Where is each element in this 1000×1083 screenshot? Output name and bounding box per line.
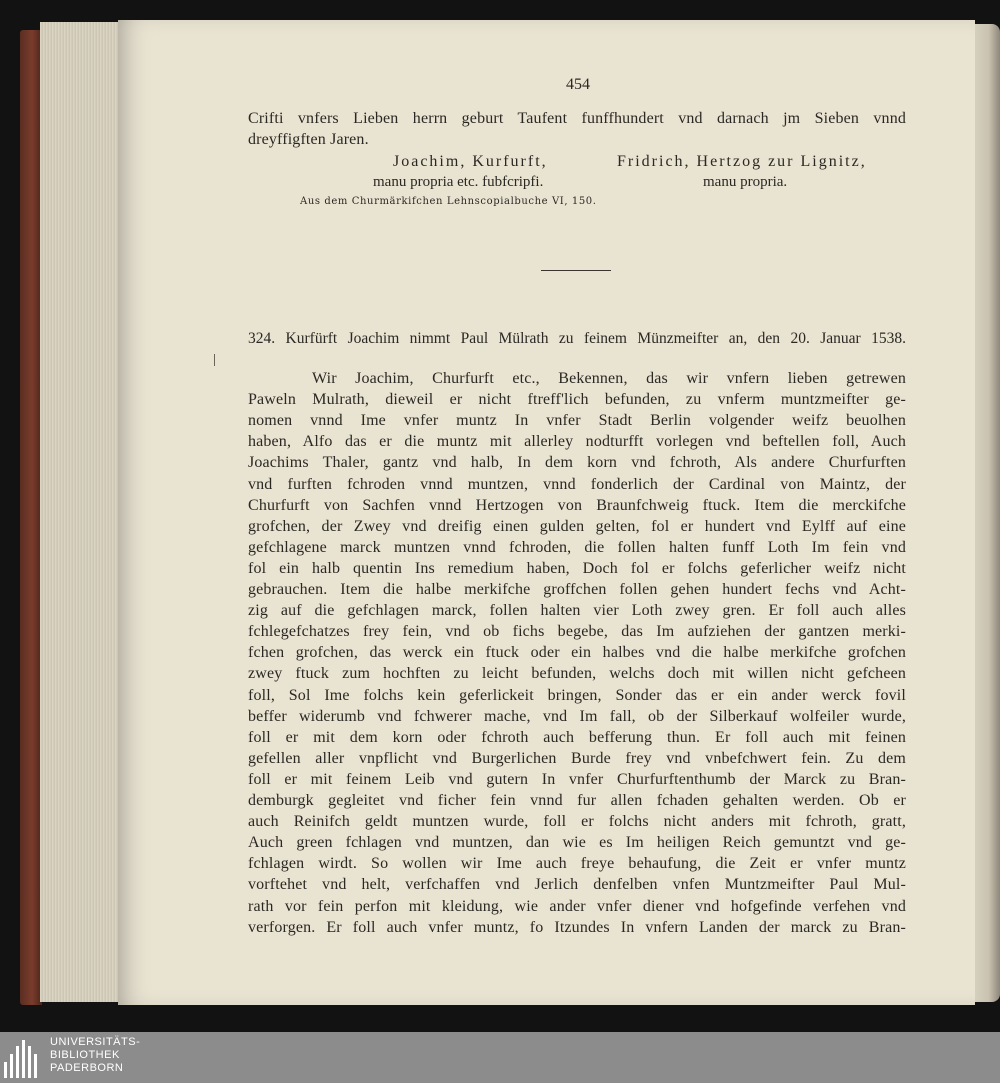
body-line: zig auf die gefchlagen marck, follen halten vier Loth zwey gren. Er foll auch alles [248,602,906,620]
body-line: vorftehet vnd helt, verfchaffen vnd Jerlich denfelben vnfen Muntzmeifter Paul Mul- [248,876,906,894]
document-title: Kurfürft Joachim nimmt Paul Mülrath zu feinem Münzmeifter an, den 20. Januar 1538. [285,330,906,347]
body-line: fchlagen wirdt. So wollen wir Ime auch freye behaufung, die Zeit er vnfer muntz [248,855,906,873]
right-page-edge [972,24,1000,1002]
body-line: haben, Alfo das er die muntz mit allerley nodturfft vorlegen vnd beftellen foll, Auch [248,433,906,451]
signature-right-sub: manu propria. [703,174,788,190]
library-name-line: UNIVERSITÄTS- [50,1036,141,1048]
body-line: vnd furften fchroden vnnd muntzen, vnnd fonderlich der Cardinal von Maintz, der [248,475,906,493]
footer-bar [0,1032,1000,1083]
book-cover-edge [20,30,42,1005]
body-line: auch Reinifch geldt muntzen wurde, foll er folchs nicht anders mit fchroth, gratt, [248,813,906,831]
section-divider [541,270,611,271]
body-line: Joachims Thaler, gantz vnd halb, In dem korn vnd fchroth, Als andere Churfurften [248,454,906,472]
body-line: verforgen. Er foll auch vnfer muntz, fo Itzundes In vnfern Landen der marck zu Bran- [248,918,906,936]
body-line: foll er mit dem korn oder fchroth auch befferung thun. Er foll auch mit feinen [248,728,906,746]
body-line: fchlegefchatzes frey fein, vnd ob fichs begebe, das Im aufziehen der gantzen merki- [248,623,906,641]
body-line: foll, Sol Ime folchs kein geferlickeit bringen, Sonder das er ein ander werck fovil [248,686,906,704]
document-number: 324. [248,330,276,347]
body-line: zwey ftuck zum hochften zu leicht befunden, welchs doch mit willen nicht gefcheen [248,665,906,683]
document-heading [248,330,906,348]
page-number: 454 [566,76,590,93]
intro-line: Crifti vnfers Lieben herrn geburt Taufent funffhundert vnd darnach jm Sieben vnnd [248,110,906,127]
margin-mark [214,354,215,366]
body-line: beffer widerumb vnd fchwerer mache, vnd Im fall, ob der Silberkauf wolfeiler wurde, [248,707,906,725]
intro-line: dreyffigften Jaren. [248,131,369,148]
body-line: gefellen aller vnpflicht vnd Burgerlichen Burde frey vnd vnbefchwert fein. Zu dem [248,749,906,767]
body-line: Churfurft von Sachfen vnnd Hertzogen von Braunfchweig ftuck. Item die merckifche [248,496,906,514]
library-name-line: PADERBORN [50,1062,124,1074]
body-line: rath vor fein perfon mit kleidung, wie ander vnfer diener vnd hofgefinde verfehen vnd [248,897,906,915]
signature-right-name: Fridrich, Hertzog zur Lignitz, [617,153,867,170]
library-name-line: BIBLIOTHEK [50,1049,120,1061]
source-note: Aus dem Churmärkifchen Lehnscopialbuche VI, 150. [300,196,597,207]
body-line: Auch green fchlagen vnd muntzen, dan wie es Im heiligen Reich gemuntzt vnd ge- [248,834,906,852]
body-line: demburgk gegleitet vnd ficher fein vnnd fur allen fchaden gehalten werden. Ob er [248,792,906,809]
body-line: gebrauchen. Item die halbe merkifche groffchen follen gehen hundert fechs vnd Acht- [248,581,906,598]
body-line: nomen vnnd Ime vnfer muntz In vnfer Stadt Berlin volgender weifz beuolhen [248,412,906,430]
body-line: foll er mit feinem Leib vnd gutern In vnfer Churfurftenthumb der Marck zu Bran- [248,770,906,788]
body-line: fol ein halb quentin Ins remedium haben, Doch fol er folchs geferlicher weifz nicht [248,559,906,577]
body-line: gefchlagene marck muntzen vnnd fchroden, die follen halten funff Loth Im fein vnd [248,538,906,556]
body-line: fchen grofchen, das werck ein ftuck oder ein halbes vnd die halbe merkifche grofchen [248,644,906,662]
page-edges [40,22,123,1002]
signature-left-name: Joachim, Kurfurft, [393,153,548,170]
library-logo-icon [4,1040,42,1078]
body-line: Wir Joachim, Churfurft etc., Bekennen, das wir vnfern lieben getrewen [312,370,906,387]
body-line: Paweln Mulrath, dieweil er nicht ftreff'lich befunden, zu vnferm muntzmeifter ge- [248,391,906,409]
library-name [50,1036,140,1075]
signature-left-sub: manu propria etc. fubfcripfi. [373,174,544,190]
body-line: grofchen, der Zwey vnd dreifig einen gulden gelten, fol er hundert vnd Eylff auf eine [248,517,906,535]
